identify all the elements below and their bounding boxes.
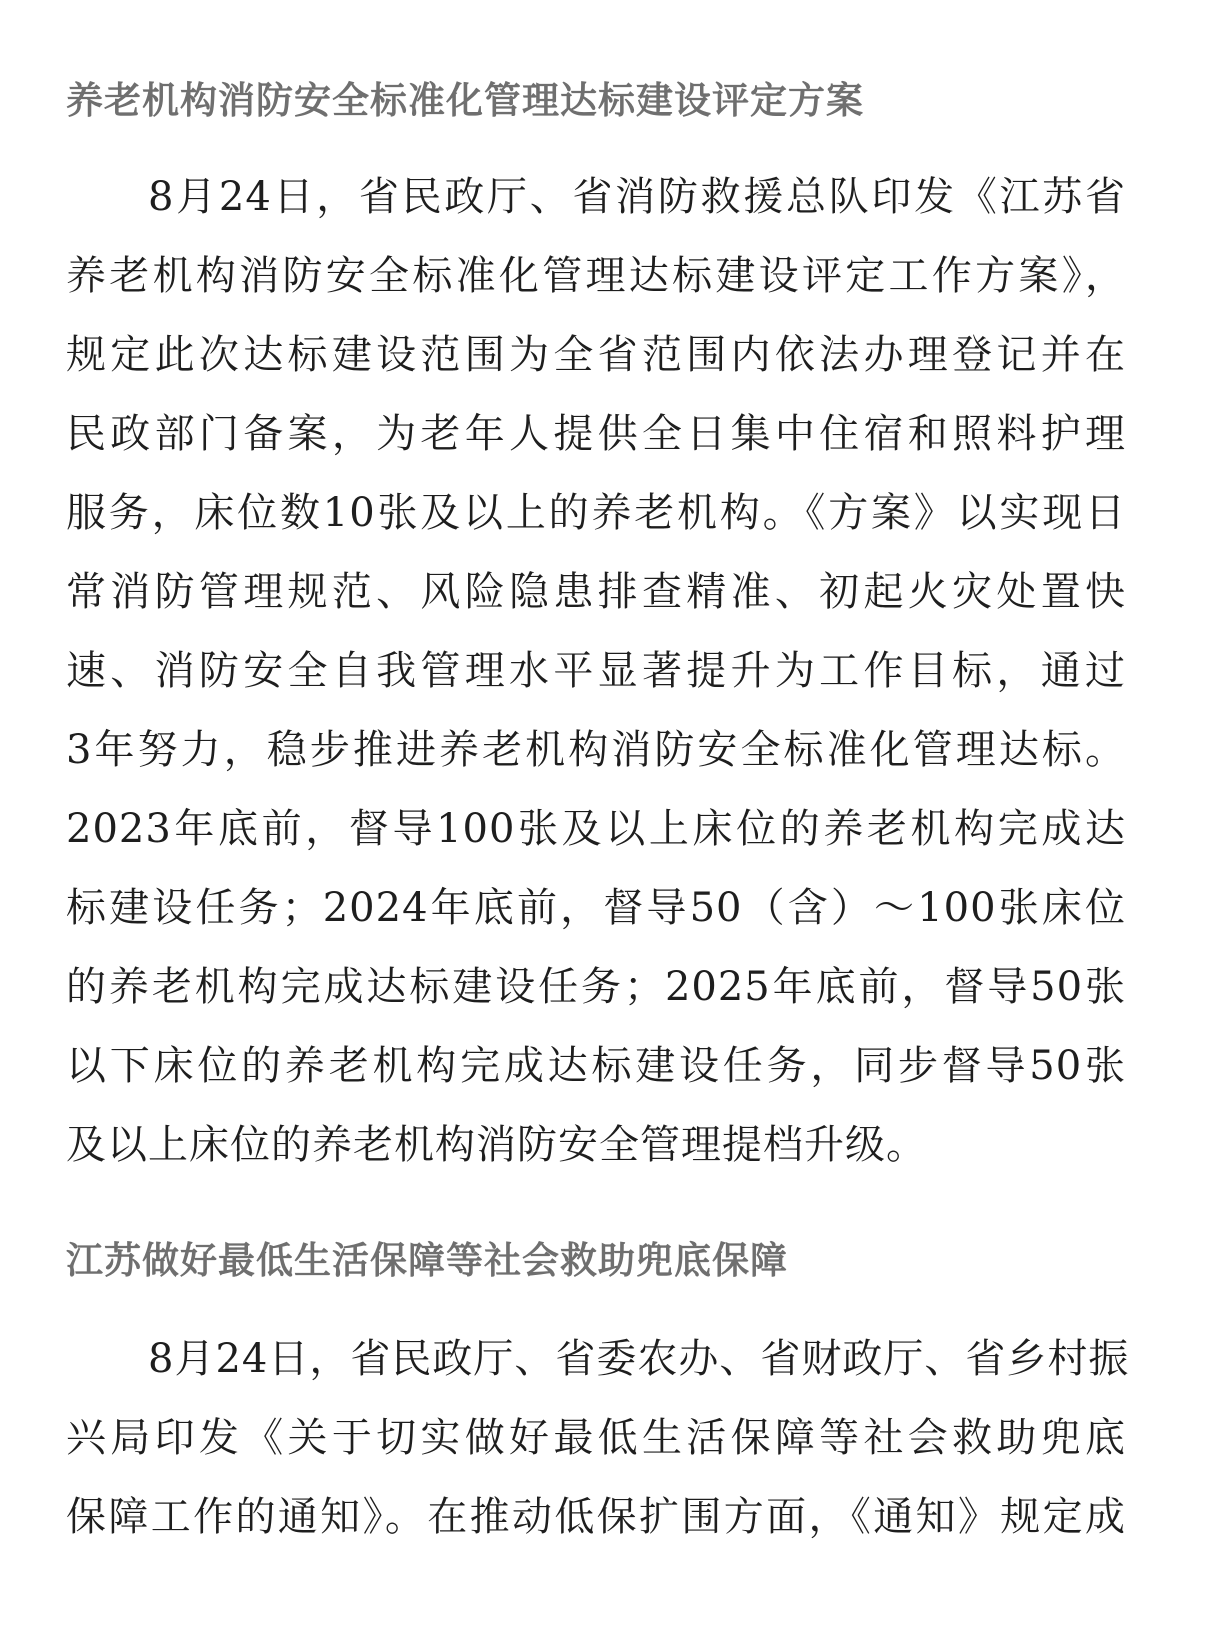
paragraph-line: 养老机构消防安全标准化管理达标建设评定工作方案》，	[66, 253, 1126, 299]
paragraph-line: 及以上床位的养老机构消防安全管理提档升级。	[66, 1122, 927, 1168]
paragraph-line: 以下床位的养老机构完成达标建设任务，同步督导50张	[66, 1043, 1126, 1089]
paragraph-line: 民政部门备案，为老年人提供全日集中住宿和照料护理	[66, 411, 1126, 457]
paragraph-line: 服务，床位数10张及以上的养老机构。《方案》以实现日	[66, 490, 1126, 536]
paragraph-line: 2023年底前，督导100张及以上床位的养老机构完成达	[66, 806, 1126, 852]
section-body	[66, 1320, 1130, 1557]
paragraph-line: 兴局印发《关于切实做好最低生活保障等社会救助兜底	[66, 1415, 1126, 1461]
paragraph-line: 的养老机构完成达标建设任务；2025年底前，督导50张	[66, 964, 1126, 1010]
paragraph-line: 3年努力，稳步推进养老机构消防安全标准化管理达标。	[66, 727, 1126, 773]
article-section-elderly-care-fire-safety	[66, 76, 1126, 1185]
paragraph-line: 速、消防安全自我管理水平显著提升为工作目标，通过	[66, 648, 1126, 694]
section-heading: 养老机构消防安全标准化管理达标建设评定方案	[66, 79, 864, 122]
paragraph-line: 规定此次达标建设范围为全省范围内依法办理登记并在	[66, 332, 1126, 378]
section-body	[66, 158, 1126, 1185]
paragraph-line: 常消防管理规范、风险隐患排查精准、初起火灾处置快	[66, 569, 1126, 615]
paragraph-line: 8月24日，省民政厅、省委农办、省财政厅、省乡村振	[148, 1336, 1130, 1382]
paragraph-line: 标建设任务；2024年底前，督导50（含）～100张床位	[66, 885, 1126, 931]
section-heading: 江苏做好最低生活保障等社会救助兜底保障	[66, 1239, 788, 1282]
paragraph-line: 保障工作的通知》。在推动低保扩围方面，《通知》规定成	[66, 1494, 1126, 1540]
paragraph-line: 8月24日，省民政厅、省消防救援总队印发《江苏省	[148, 174, 1126, 220]
article-section-social-assistance	[66, 1236, 1130, 1557]
